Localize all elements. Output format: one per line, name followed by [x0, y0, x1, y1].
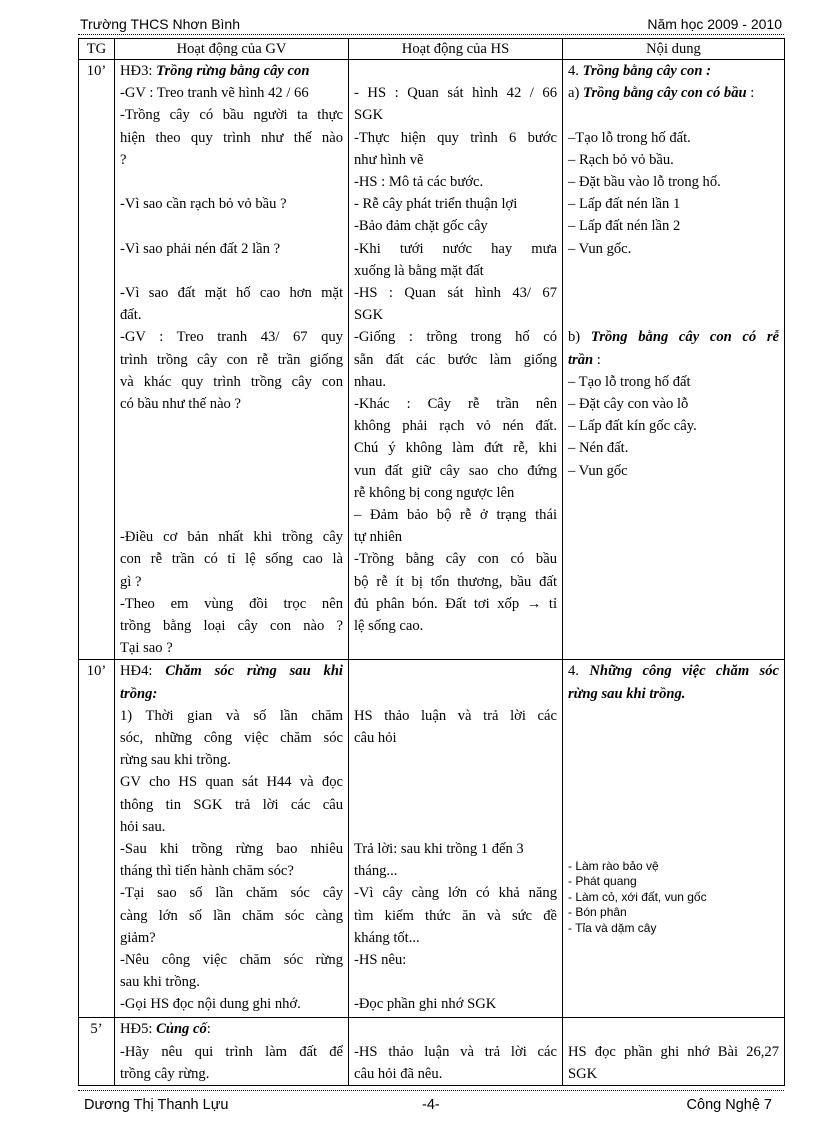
list-item: – Tạo lỗ trong hố đất	[568, 373, 691, 390]
list-item: câu hỏi	[354, 729, 397, 746]
table-row	[79, 660, 785, 1018]
list-item: trồng cây rừng.	[120, 1065, 210, 1082]
lesson-table	[78, 38, 785, 1086]
list-item: đất.	[120, 307, 142, 324]
list-item: -Khi tưới nước hay mưa	[354, 240, 557, 257]
list-item: -Sau khi trồng rừng bao nhiêu	[120, 840, 343, 857]
row2-time: 10’	[79, 660, 115, 1018]
list-item: càng lớn số lần chăm sóc càng	[120, 907, 343, 924]
list-item: - HS : Quan sát hình 42 / 66	[354, 85, 557, 102]
row1-nd-cell	[563, 60, 785, 660]
list-item: sóc, những công việc chăm sóc	[120, 729, 343, 746]
list-item: rừng sau khi trồng.	[120, 752, 231, 769]
list-item: -Vì sao phải nén đất 2 lần ?	[120, 240, 281, 257]
col-gv: Hoạt động của GV	[115, 39, 349, 60]
list-item: - Làm cỏ, xới đất, vun gốc	[568, 889, 707, 904]
list-item: -HS thảo luận và trả lời các	[354, 1043, 557, 1060]
list-item: -Gọi HS đọc nội dung ghi nhớ.	[120, 996, 301, 1013]
list-item: – Đảm bảo bộ rễ ở trạng thái	[354, 507, 557, 524]
list-item: -Điều cơ bản nhất khi trồng cây	[120, 529, 343, 546]
row1-gv-cell	[115, 60, 349, 660]
author-name: Dương Thị Thanh Lựu	[84, 1097, 229, 1113]
row2-hs-cell	[349, 660, 563, 1018]
row1-nd-title: 4. Trồng bằng cây con :	[568, 63, 711, 79]
col-tg: TG	[79, 39, 115, 60]
row1-hs-cell	[349, 60, 563, 660]
list-item: hiện theo quy trình như thế nào	[120, 129, 343, 146]
list-item: -Tại sao số lần chăm sóc cây	[120, 885, 343, 902]
school-name: Trường THCS Nhơn Bình	[80, 16, 241, 32]
list-item: – Đặt cây con vào lỗ	[568, 395, 689, 412]
list-item: HS đọc phần ghi nhớ Bài 26,27	[568, 1043, 779, 1060]
list-item: có bầu như thế nào ?	[120, 396, 241, 412]
list-item: Chú ý không làm đứt rễ, khi	[354, 440, 557, 457]
list-item: – Lấp đất kín gốc cây.	[568, 418, 697, 435]
school-year: Năm học 2009 - 2010	[647, 16, 782, 32]
list-item: con rễ trần có tỉ lệ sống cao là	[120, 551, 343, 568]
list-item: - Tỉa và dặm cây	[568, 920, 657, 935]
list-item: - Rễ cây phát triển thuận lợi	[354, 196, 518, 213]
col-nd: Nội dung	[563, 39, 785, 60]
list-item: trồng bằng loại cây con nào ?	[120, 617, 343, 634]
list-item: -Bảo đảm chặt gốc cây	[354, 218, 488, 235]
list-item: kháng tốt...	[354, 929, 420, 946]
list-item: 1) Thời gian và số lần chăm	[120, 707, 343, 724]
list-item: -Vì cây càng lớn có khả năng	[354, 885, 557, 902]
list-item: -HS : Mô tả các bước.	[354, 174, 484, 190]
row1-nd-sub-b: b) Trồng bằng cây con có rễ	[568, 329, 779, 346]
list-item: -Đọc phần ghi nhớ SGK	[354, 996, 497, 1013]
list-item: câu hỏi đã nêu.	[354, 1065, 443, 1082]
subject-name: Công Nghệ 7	[686, 1097, 772, 1113]
list-item: nhau.	[354, 373, 387, 390]
table-row	[79, 1018, 785, 1086]
row2-nd-cell	[563, 660, 785, 1018]
list-item: vun đất giữ cây sao cho đứng	[354, 462, 557, 479]
table-header-row	[79, 39, 785, 60]
list-item: HS thảo luận và trả lời các	[354, 707, 557, 724]
list-item: gì ?	[120, 573, 142, 590]
page-footer	[78, 1097, 784, 1117]
col-hs: Hoạt động của HS	[349, 39, 563, 60]
list-item: –Tạo lỗ trong hố đất.	[568, 129, 691, 146]
list-item: -Theo em vùng đồi trọc nên	[120, 595, 343, 612]
list-item: -GV : Treo tranh 43/ 67 quy	[120, 329, 343, 346]
list-item: - Bón phân	[568, 905, 627, 920]
row1-nd-sub-a: a) Trồng bằng cây con có bầu :	[568, 85, 755, 102]
list-item: tháng thì tiến hành chăm sóc?	[120, 863, 294, 880]
list-item: -GV : Treo tranh vẽ hình 42 / 66	[120, 85, 309, 102]
row1-gv-title: HĐ3: Trồng rừng bằng cây con	[120, 63, 310, 79]
list-item: – Lấp đất nén lần 2	[568, 218, 681, 235]
list-item: tháng...	[354, 863, 398, 880]
list-item: và khác quy trình trồng cây con	[120, 373, 343, 390]
row2-gv-cell	[115, 660, 349, 1018]
list-item: xuống là bằng mặt đất	[354, 262, 484, 279]
list-item: -HS : Quan sát hình 43/ 67	[354, 285, 557, 302]
list-item: sau khi trồng.	[120, 974, 200, 991]
row2-gv-title: HĐ4: Chăm sóc rừng sau khi	[120, 663, 343, 680]
list-item: -Trồng bằng cây con có bầu	[354, 551, 557, 568]
list-item: SGK	[354, 107, 384, 124]
list-item: – Rạch bỏ vỏ bầu.	[568, 151, 674, 168]
row1-nd-sub-b-2: trần :	[568, 351, 601, 368]
list-item: – Lấp đất nén lần 1	[568, 196, 681, 213]
row3-gv-title: HĐ5: Củng cố:	[120, 1021, 211, 1038]
row3-nd-cell	[563, 1018, 785, 1086]
row2-gv-title-2: trồng:	[120, 685, 158, 702]
list-item: không phải rạch vỏ nén đất.	[354, 418, 557, 435]
list-item: GV cho HS quan sát H44 và đọc	[120, 774, 343, 791]
list-item: sẵn đất các bước làm giống	[354, 351, 557, 368]
row3-time: 5’	[79, 1018, 115, 1086]
list-item: -Giống : trồng trong hố có	[354, 329, 557, 346]
list-item: – Vun gốc.	[568, 240, 632, 257]
list-item: – Nén đất.	[568, 440, 629, 457]
list-item: giảm?	[120, 929, 156, 946]
list-item: -HS nêu:	[354, 951, 407, 968]
list-item: rễ không bị cong ngược lên	[354, 484, 515, 501]
list-item: bộ rễ ít bị tổn thương, bầu đất	[354, 573, 557, 590]
list-item: Trả lời: sau khi trồng 1 đến 3	[354, 840, 524, 857]
list-item: -Thực hiện quy trình 6 bước	[354, 129, 557, 146]
list-item: lệ sống cao.	[354, 618, 424, 635]
footer-divider	[78, 1090, 784, 1091]
list-item: - Làm rào bảo vệ	[568, 858, 659, 873]
list-item: đủ phân bón. Đất tơi xốp → tỉ	[354, 595, 557, 612]
list-item: tự nhiên	[354, 529, 403, 546]
row2-nd-title-2: rừng sau khi trồng.	[568, 685, 686, 702]
list-item: -Khác : Cây rễ trần nên	[354, 396, 557, 413]
row3-gv-cell	[115, 1018, 349, 1086]
list-item: -Nêu công việc chăm sóc rừng	[120, 952, 343, 968]
list-item: - Phát quang	[568, 874, 637, 889]
list-item: -Hãy nêu qui trình làm đất để	[120, 1043, 343, 1060]
list-item: SGK	[354, 307, 384, 324]
list-item: -Vì sao đất mặt hố cao hơn mặt	[120, 284, 343, 301]
page-header	[78, 16, 784, 36]
row1-time: 10’	[79, 60, 115, 660]
list-item: thông tin SGK trả lời các câu	[120, 796, 343, 813]
list-item: như hình vẽ	[354, 151, 424, 168]
list-item: -Vì sao cần rạch bỏ vỏ bầu ?	[120, 196, 287, 213]
page-number: -4-	[422, 1097, 440, 1113]
list-item: tìm kiếm thức ăn và sức đề	[354, 907, 557, 924]
row2-nd-title: 4. Những công việc chăm sóc	[568, 663, 780, 680]
list-item: hỏi sau.	[120, 818, 166, 835]
list-item: – Vun gốc	[568, 462, 628, 479]
table-row	[79, 60, 785, 660]
list-item: trình trồng cây con rễ trần giống	[120, 351, 343, 368]
row3-hs-cell	[349, 1018, 563, 1086]
list-item: – Đặt bầu vào lỗ trong hố.	[568, 174, 721, 190]
list-item: SGK	[568, 1065, 598, 1082]
header-divider	[78, 34, 784, 35]
list-item: ?	[120, 151, 127, 168]
list-item: -Trồng cây có bầu người ta thực	[120, 107, 343, 124]
list-item: Tại sao ?	[120, 640, 173, 657]
